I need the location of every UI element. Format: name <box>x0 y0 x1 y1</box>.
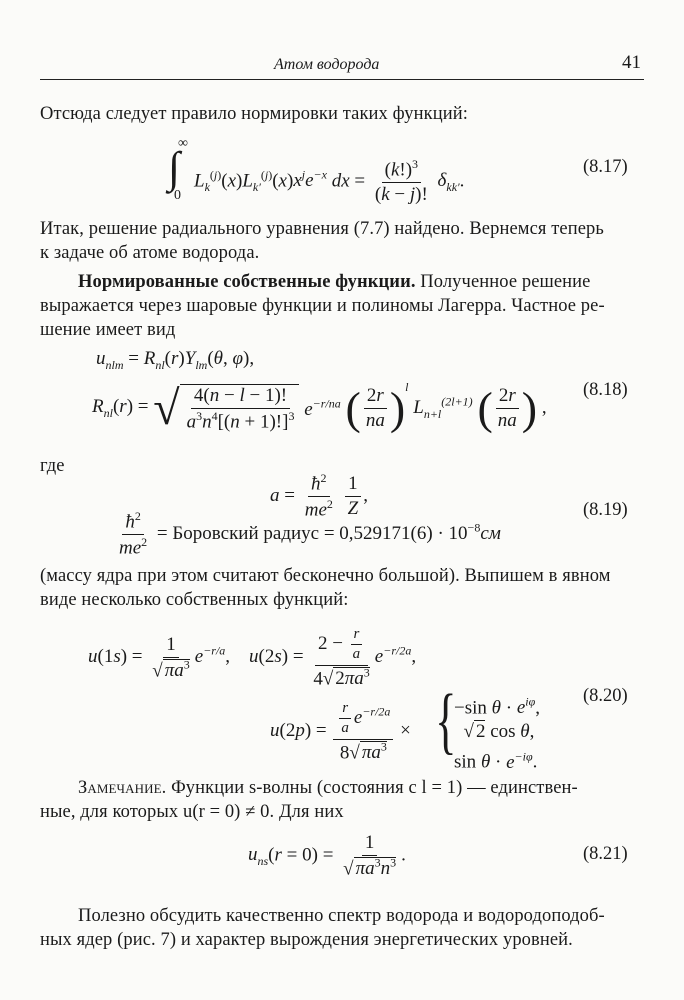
brace-left: { <box>435 680 457 762</box>
equation-u-2p: u(2p) = $\frac{r}{a}$ $e^{-r/2a}$ 8√ $\pi a^3$ × <box>270 700 411 763</box>
paragraph-solution-line2: к задаче об атоме водорода. <box>40 243 260 263</box>
equation-a: a = $\frac{ħ^2}{me^2}$ $\frac{1}{Z}$ , <box>270 471 368 521</box>
paragraph-normalized-line3: шение имеет вид <box>40 320 176 340</box>
equation-u-nlm: $u_{nlm} = R_{nl}(r)Y_{lm}(\theta$, φ), <box>96 348 255 372</box>
equation-number-8-20: (8.20) <box>583 686 628 706</box>
equation-number-8-21: (8.21) <box>583 844 628 864</box>
section-heading-normalized: Нормированные собственные функции. <box>78 272 416 292</box>
equation-u-ns: $u_{ns}(r = 0)$ = $\frac{1}{√ \pi a^3n^3}$ . <box>248 832 406 880</box>
equation-bohr-radius: $\frac{ħ^2}{me^2}$ = Боровский радиус = $0,529171(6) \cdot 10^{-8}см$ <box>119 509 501 559</box>
paragraph-remark-line2: ные, для которых u(r = 0) ≠ 0. Для них <box>40 802 344 822</box>
equation-number-8-18: (8.18) <box>583 380 628 400</box>
paragraph-remark-line1: Замечание. Функции s-волны (состояния с l = 1) — единствен- <box>78 778 578 798</box>
paragraph-spectrum-line1: Полезно обсудить качественно спектр водорода и водородоподоб- <box>78 906 605 926</box>
running-header-title: Атом водорода <box>274 56 380 73</box>
paragraph-normalized-line1: Нормированные собственные функции. Полученное решение <box>78 272 591 292</box>
word-where: где <box>40 456 65 476</box>
equation-R-nl: $R_{nl}(r)$ = √ $\frac{4(n - l - 1)!}{a^3n^4[(n + 1)!]^3}$ $e^{-r/na}$ ( $\frac{2r}{na}$ )$^l$ $L_{n+l}^{(2l+1)}$ ( $\frac{2r}{na}$ ) , <box>92 380 547 436</box>
equation-u-2p-cases: −sin $\theta \cdot e^{i\varphi}$, √ 2 cos θ, $\sin \theta \cdot e^{-i\varphi}$. <box>454 695 540 773</box>
paragraph-spectrum-line2: ных ядер (рис. 7) и характер вырождения энергетических уровней. <box>40 930 573 950</box>
paragraph-mass-line2: виде несколько собственных функций: <box>40 590 349 610</box>
paragraph-normalized-line2: выражается через шаровые функции и полиномы Лагерра. Частное ре- <box>40 296 605 316</box>
equation-number-8-17: (8.17) <box>583 157 628 177</box>
remark-label: Замечание. <box>78 778 167 798</box>
page-number: 41 <box>622 52 641 73</box>
paragraph-intro: Отсюда следует правило нормировки таких функций: <box>40 104 468 124</box>
header-rule <box>40 79 644 80</box>
equation-number-8-19: (8.19) <box>583 500 628 520</box>
paragraph-mass-line1: (массу ядра при этом считают бесконечно большой). Выпишем в явном <box>40 566 611 586</box>
paragraph-solution-line1: Итак, решение радиального уравнения (7.7) найдено. Вернемся теперь <box>40 219 604 239</box>
equation-u-1s-2s: u(1s) = $\frac{1}{√ \pi a^3}$ $e^{-r/a}$, u(2s) = 2 − $\frac{r}{a}$ 4√ $2\pi a^3$ $e^{-r/2a}$, <box>88 626 417 689</box>
